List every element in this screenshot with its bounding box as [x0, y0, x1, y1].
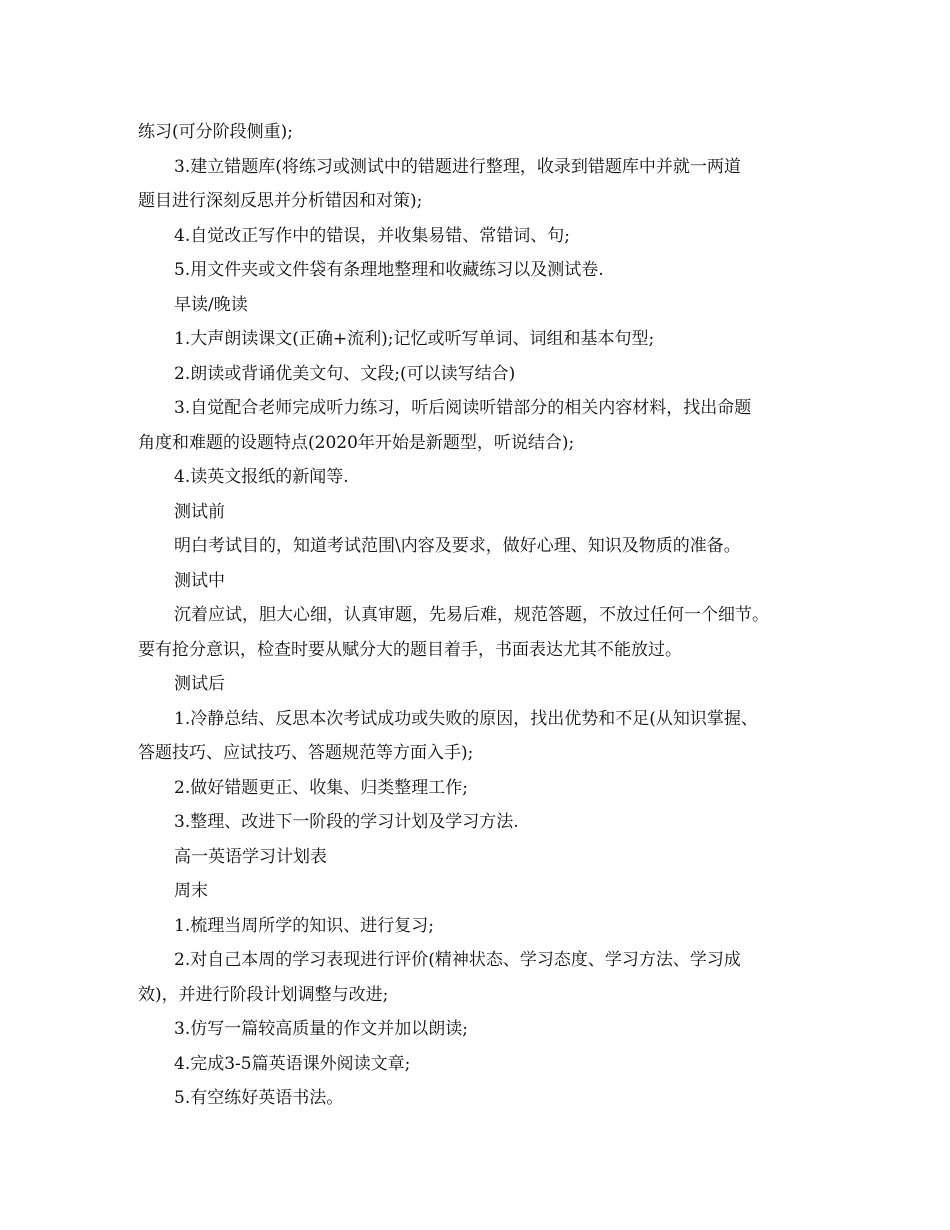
text-line: 明白考试目的，知道考试范围\内容及要求，做好心理、知识及物质的准备。	[174, 536, 741, 556]
text-line: 3.仿写一篇较高质量的作文并加以朗读;	[174, 1019, 468, 1039]
text-line: 答题技巧、应试技巧、答题规范等方面入手);	[138, 743, 474, 763]
text-line: 2.对自己本周的学习表现进行评价(精神状态、学习态度、学习方法、学习成	[174, 950, 741, 970]
text-line: 周末	[174, 881, 208, 901]
text-line: 题目进行深刻反思并分析错因和对策);	[138, 191, 423, 211]
text-line: 3.建立错题库(将练习或测试中的错题进行整理，收录到错题库中并就一两道	[174, 156, 741, 177]
text-line: 3.整理、改进下一阶段的学习计划及学习方法.	[174, 812, 519, 832]
text-line: 练习(可分阶段侧重);	[138, 122, 293, 142]
text-line: 1.梳理当周所学的知识、进行复习;	[174, 915, 434, 936]
text-line: 3.自觉配合老师完成听力练习，听后阅读听错部分的相关内容材料，找出命题	[174, 398, 752, 418]
text-line: 2.做好错题更正、收集、归类整理工作;	[174, 777, 468, 798]
text-line: 测试中	[174, 570, 225, 591]
text-line: 4.自觉改正写作中的错误，并收集易错、常错词、句;	[174, 225, 570, 246]
text-line: 高一英语学习计划表	[174, 846, 327, 867]
text-line: 要有抢分意识，检查时要从赋分大的题目着手，书面表达尤其不能放过。	[138, 639, 682, 660]
text-line: 1.冷静总结、反思本次考试成功或失败的原因，找出优势和不足(从知识掌握、	[174, 708, 758, 729]
document-body	[138, 115, 838, 1116]
text-line: 5.用文件夹或文件袋有条理地整理和收藏练习以及测试卷.	[174, 260, 604, 280]
text-line: 5.有空练好英语书法。	[174, 1088, 344, 1108]
text-line: 1.大声朗读课文(正确+流利);记忆或听写单词、词组和基本句型;	[174, 329, 655, 349]
text-line: 测试后	[174, 674, 225, 694]
text-line: 4.读英文报纸的新闻等.	[174, 467, 349, 487]
text-line: 早读/晚读	[174, 294, 248, 315]
text-line: 沉着应试，胆大心细，认真审题，先易后难，规范答题，不放过任何一个细节。	[174, 605, 769, 625]
text-line: 角度和难题的设题特点(2020年开始是新题型，听说结合);	[138, 432, 575, 453]
text-line: 4.完成3-5篇英语课外阅读文章;	[174, 1053, 411, 1074]
text-line: 2.朗读或背诵优美文句、文段;(可以读写结合)	[174, 363, 516, 384]
text-line: 测试前	[174, 501, 225, 522]
text-line: 效)，并进行阶段计划调整与改进;	[138, 984, 389, 1005]
